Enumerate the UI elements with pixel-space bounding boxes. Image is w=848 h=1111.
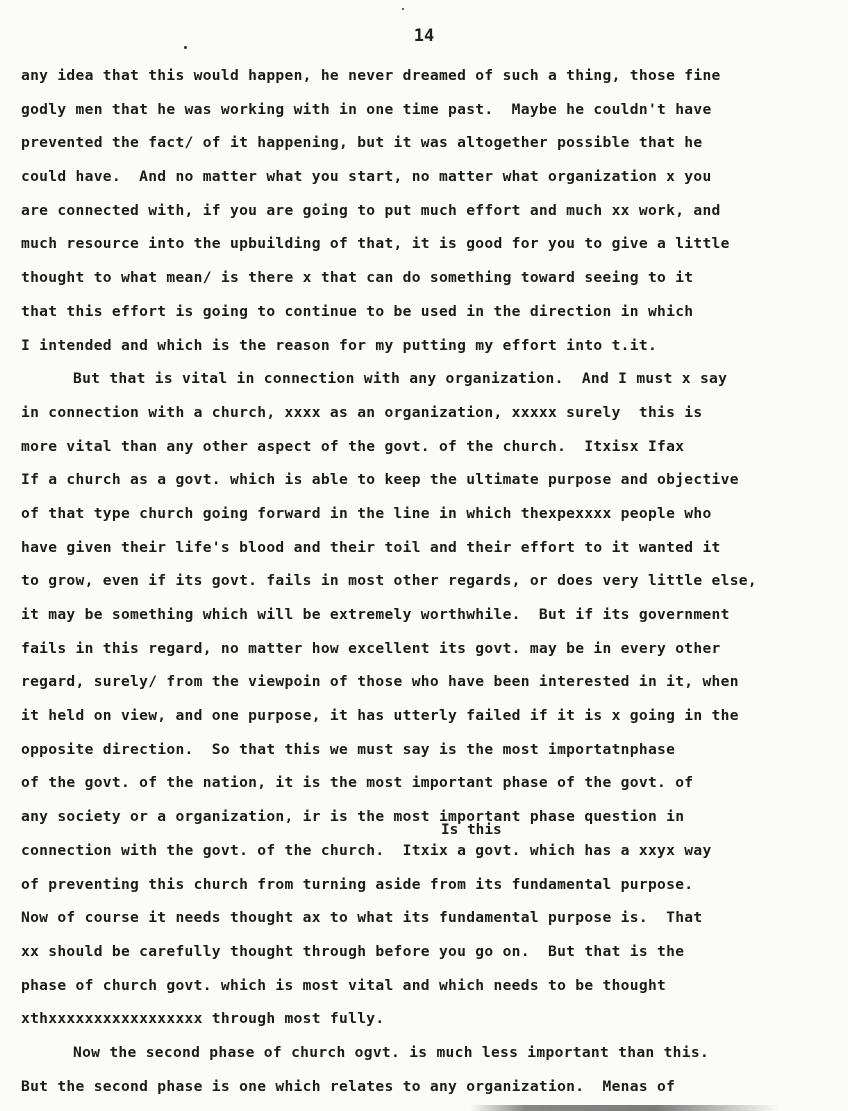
- text-line: connection with the govt. of the church. Itxix a govt. which has a xxyx way: [21, 841, 712, 859]
- text-line: of that type church going forward in the line in which thexpexxxx people who: [21, 504, 712, 522]
- ink-speck: [402, 8, 404, 10]
- body-text: [0, 59, 848, 1103]
- text-line: Now of course it needs thought ax to what its fundamental purpose is. That: [21, 909, 703, 927]
- text-line: regard, surely/ from the viewpoin of those who have been interested in it, when: [21, 673, 739, 691]
- ink-speck: [184, 46, 187, 49]
- text-line: any idea that this would happen, he never dreamed of such a thing, those fine: [21, 67, 721, 84]
- text-line: If a church as a govt. which is able to keep the ultimate purpose and objective: [21, 471, 739, 489]
- text-line: have given their life's blood and their toil and their effort to it wanted it: [21, 538, 721, 556]
- text-line: xthxxxxxxxxxxxxxxxxx through most fully.: [21, 1010, 385, 1028]
- text-line: much resource into the upbuilding of that, it is good for you to give a little: [21, 235, 730, 253]
- text-line: that this effort is going to continue to be used in the direction in which: [21, 302, 694, 320]
- text-line: any society or a organization, ir is the most important phase question in: [21, 808, 685, 826]
- text-line: I intended and which is the reason for my putting my effort into t.it.: [21, 336, 658, 354]
- text-line: more vital than any other aspect of the govt. of the church. Itxisx Ifax: [21, 437, 685, 455]
- text-line: But that is vital in connection with any organization. And I must x say: [73, 370, 728, 388]
- text-line: phase of church govt. which is most vital and which needs to be thought: [21, 976, 667, 994]
- text-line: But the second phase is one which relates to any organization. Menas of: [21, 1077, 676, 1095]
- text-line: godly men that he was working with in one time past. Maybe he couldn't have: [21, 100, 712, 118]
- text-line: Now the second phase of church ogvt. is much less important than this.: [73, 1043, 710, 1061]
- text-line: of the govt. of the nation, it is the most important phase of the govt. of: [21, 774, 694, 792]
- text-line: opposite direction. So that this we must say is the most importatnphase: [21, 740, 676, 758]
- interlinear-insert: Is this: [441, 822, 502, 838]
- text-line: could have. And no matter what you start, no matter what organization x you: [21, 168, 712, 186]
- bottom-edge-smudge: [470, 1105, 780, 1111]
- text-line: fails in this regard, no matter how excellent its govt. may be in every other: [21, 639, 721, 657]
- page-number: 14: [413, 26, 435, 46]
- text-line: prevented the fact/ of it happening, but it was altogether possible that he: [21, 134, 703, 152]
- text-line: thought to what mean/ is there x that can do something toward seeing to it: [21, 269, 694, 287]
- text-line: are connected with, if you are going to put much effort and much xx work, and: [21, 201, 721, 219]
- text-line: to grow, even if its govt. fails in most other regards, or does very little else,: [21, 572, 757, 590]
- text-line: in connection with a church, xxxx as an organization, xxxxx surely this is: [21, 403, 703, 421]
- text-line: of preventing this church from turning aside from its fundamental purpose.: [21, 875, 694, 893]
- text-line: it may be something which will be extremely worthwhile. But if its government: [21, 606, 730, 623]
- text-line: xx should be carefully thought through before you go on. But that is the: [21, 942, 685, 960]
- text-line: it held on view, and one purpose, it has utterly failed if it is x going in the: [21, 707, 739, 725]
